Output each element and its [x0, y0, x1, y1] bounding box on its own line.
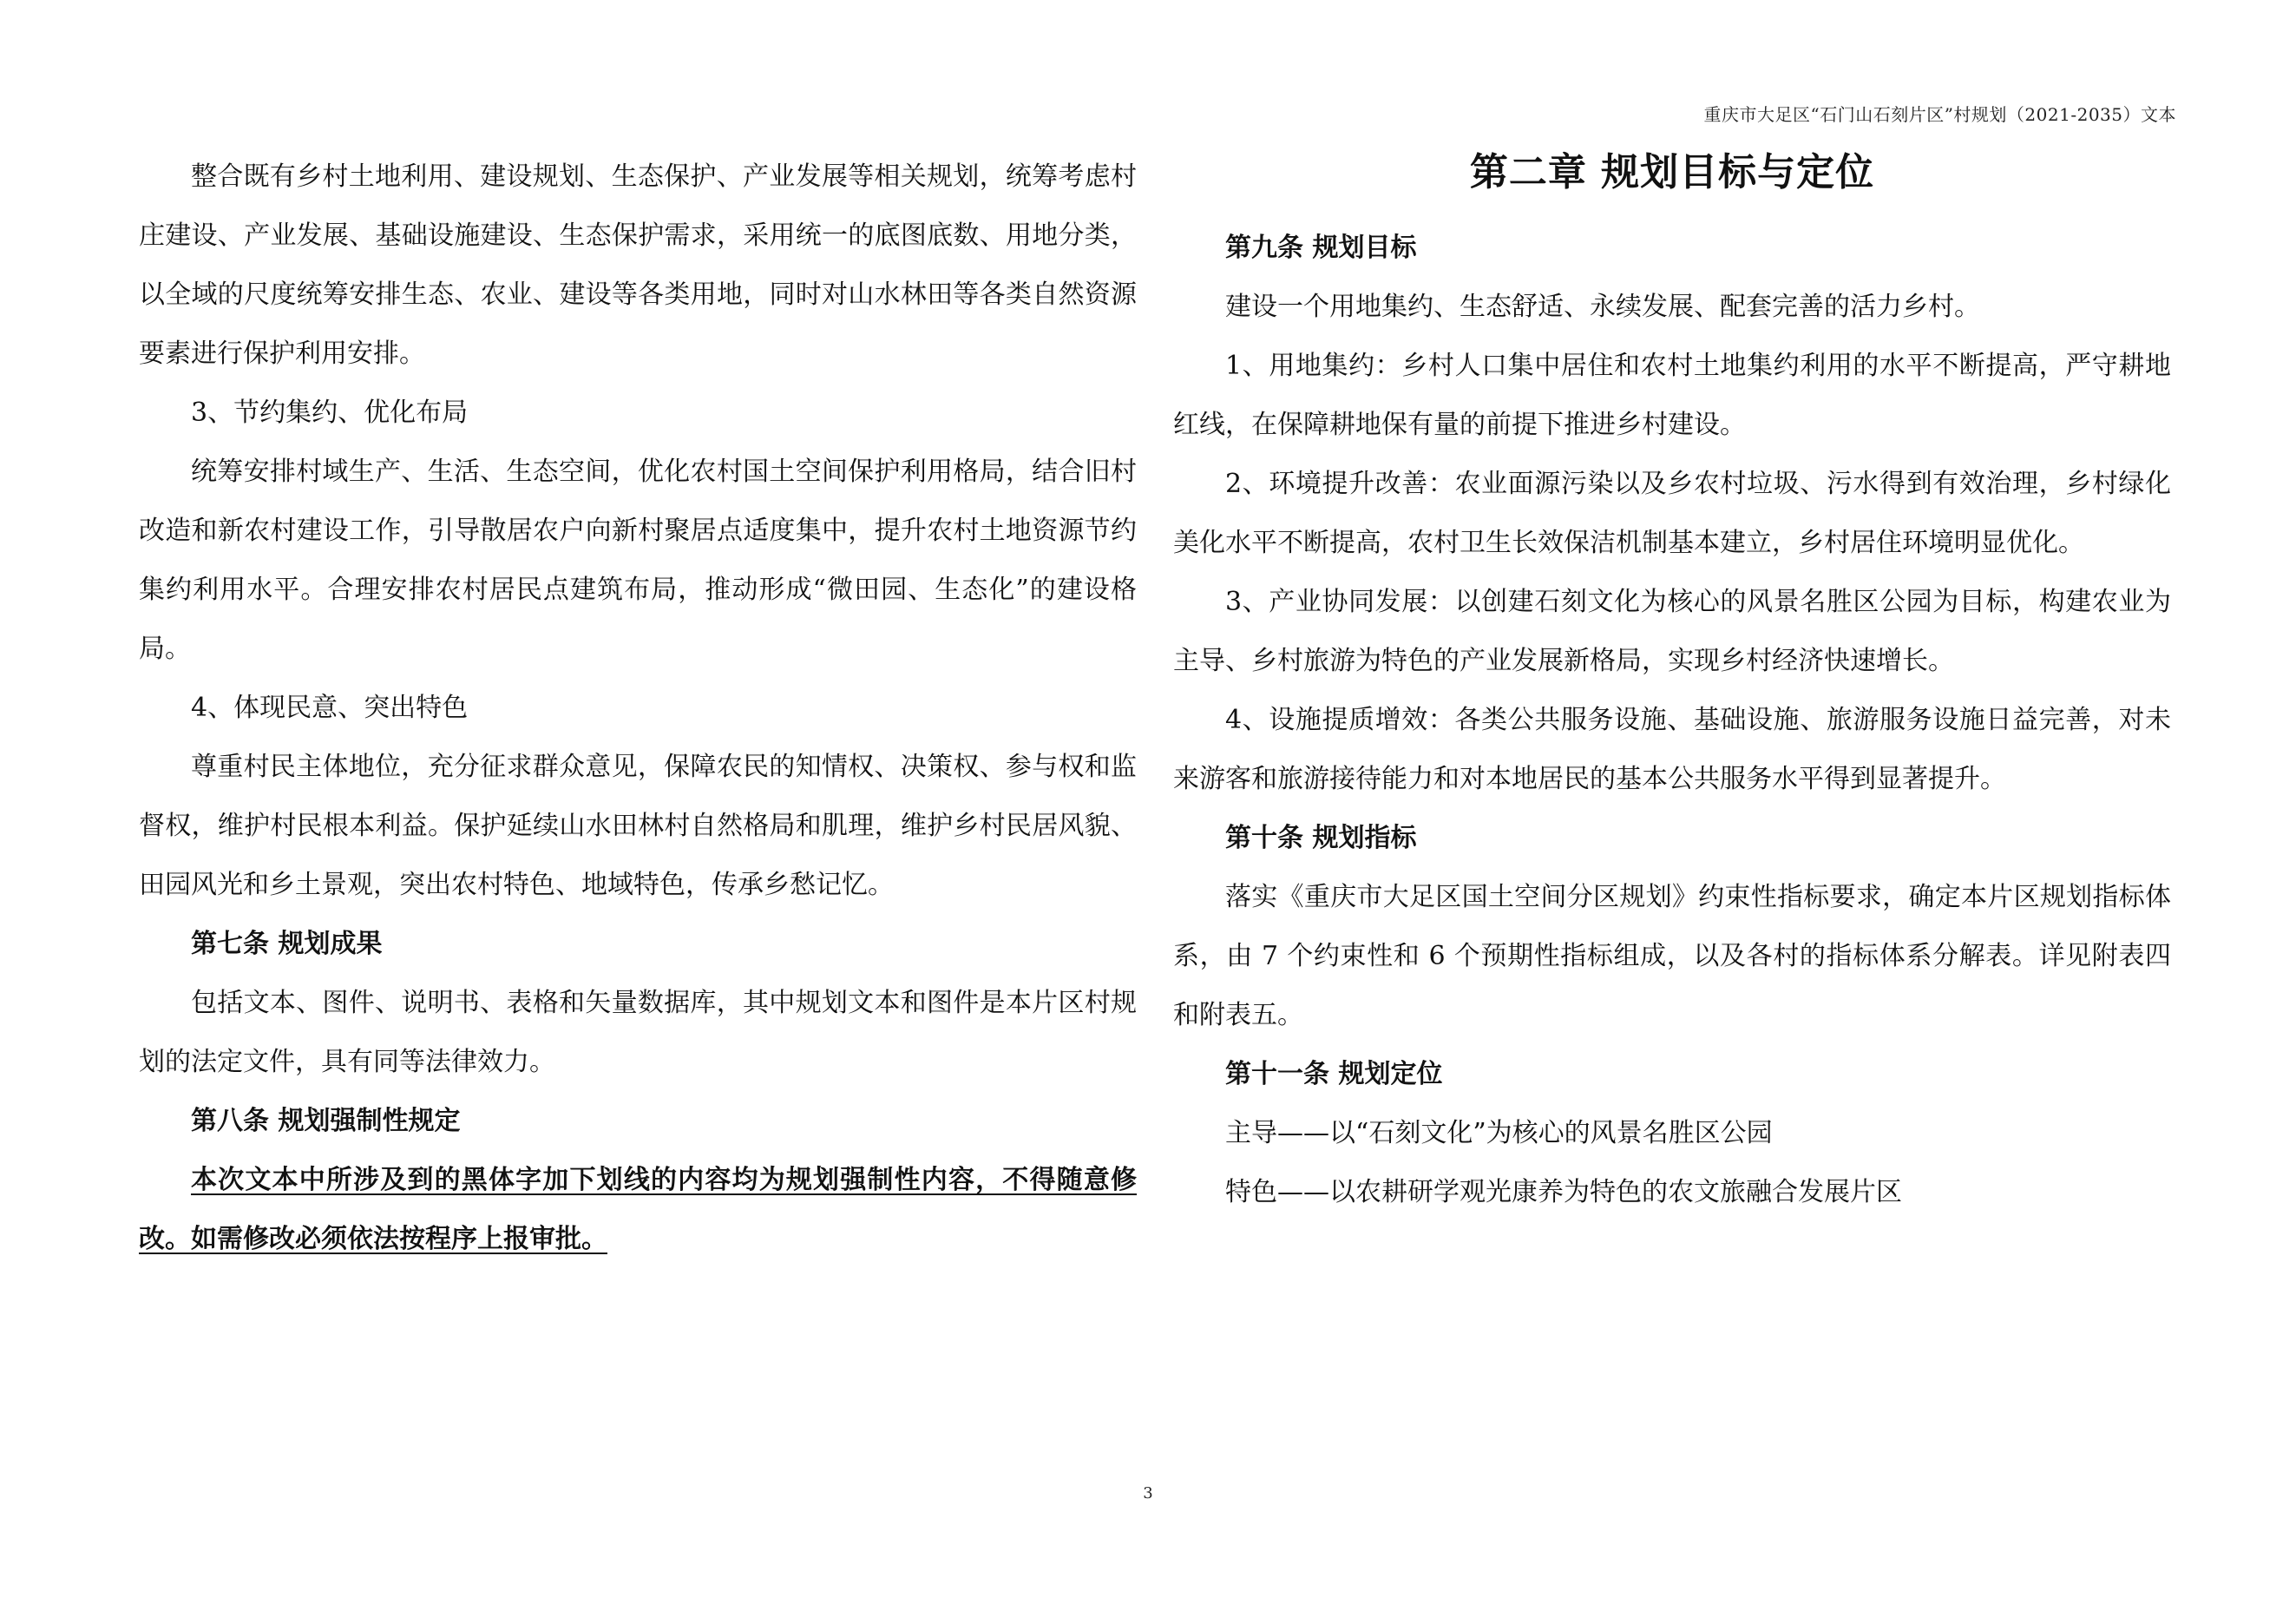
article11-title: 第十一条 规划定位 [1225, 1059, 1443, 1089]
article10-title: 第十条 规划指标 [1225, 823, 1417, 853]
goal-1: 1、用地集约：乡村人口集中居住和农村土地集约利用的水平不断提高，严守耕地红线，在保障耕地保有量的前提下推进乡村建设。 [1173, 351, 2171, 440]
left-column [139, 148, 1137, 1269]
positioning-leading: 主导——以“石刻文化”为核心的风景名胜区公园 [1225, 1118, 1773, 1148]
right-column [1173, 148, 2171, 1222]
article9-intro: 建设一个用地集约、生态舒适、永续发展、配套完善的活力乡村。 [1225, 292, 1980, 322]
item4-text: 尊重村民主体地位，充分征求群众意见，保障农民的知情权、决策权、参与权和监督权，维护村民根本利益。保护延续山水田林村自然格局和肌理，维护乡村民居风貌、田园风光和乡土景观，突出农村特色、地域特色，传承乡愁记忆。 [139, 752, 1137, 900]
item3-text: 统筹安排村域生产、生活、生态空间，优化农村国土空间保护利用格局，结合旧村改造和新农村建设工作，引导散居农户向新村聚居点适度集中，提升农村土地资源节约集约利用水平。合理安排农村居民点建筑布局，推动形成“微田园、生态化”的建设格局。 [139, 457, 1137, 664]
goal-2: 2、环境提升改善：农业面源污染以及乡农村垃圾、污水得到有效治理，乡村绿化美化水平不断提高，农村卫生长效保洁机制基本建立，乡村居住环境明显优化。 [1173, 469, 2171, 558]
running-header: 重庆市大足区“石门山石刻片区”村规划（2021-2035）文本 [1703, 104, 2176, 125]
chapter-title: 第二章 规划目标与定位 [1469, 150, 1875, 194]
positioning-feature: 特色——以农耕研学观光康养为特色的农文旅融合发展片区 [1225, 1177, 1902, 1207]
goal-3: 3、产业协同发展：以创建石刻文化为核心的风景名胜区公园为目标，构建农业为主导、乡村旅游为特色的产业发展新格局，实现乡村经济快速增长。 [1173, 587, 2171, 676]
article10-text: 落实《重庆市大足区国土空间分区规划》约束性指标要求，确定本片区规划指标体系，由 7 个约束性和 6 个预期性指标组成，以及各村的指标体系分解表。详见附表四和附表五。 [1173, 882, 2171, 1030]
article8-mandatory-text: 本次文本中所涉及到的黑体字加下划线的内容均为规划强制性内容，不得随意修改。如需修改必须依法按程序上报审批。 [139, 1165, 1137, 1254]
item4-title: 4、体现民意、突出特色 [191, 693, 469, 723]
page-number: 3 [1143, 1484, 1153, 1502]
paragraph-integration: 整合既有乡村土地利用、建设规划、生态保护、产业发展等相关规划，统筹考虑村庄建设、产业发展、基础设施建设、生态保护需求，采用统一的底图底数、用地分类，以全域的尺度统筹安排生态、农业、建设等各类用地，同时对山水林田等各类自然资源要素进行保护利用安排。 [139, 161, 1137, 369]
goal-4: 4、设施提质增效：各类公共服务设施、基础设施、旅游服务设施日益完善，对未来游客和旅游接待能力和对本地居民的基本公共服务水平得到显著提升。 [1173, 705, 2171, 794]
article7-title: 第七条 规划成果 [191, 929, 383, 959]
item3-title: 3、节约集约、优化布局 [191, 398, 469, 428]
article7-text: 包括文本、图件、说明书、表格和矢量数据库，其中规划文本和图件是本片区村规划的法定文件，具有同等法律效力。 [139, 988, 1137, 1077]
article9-title: 第九条 规划目标 [1225, 233, 1417, 263]
article8-title: 第八条 规划强制性规定 [191, 1106, 461, 1136]
